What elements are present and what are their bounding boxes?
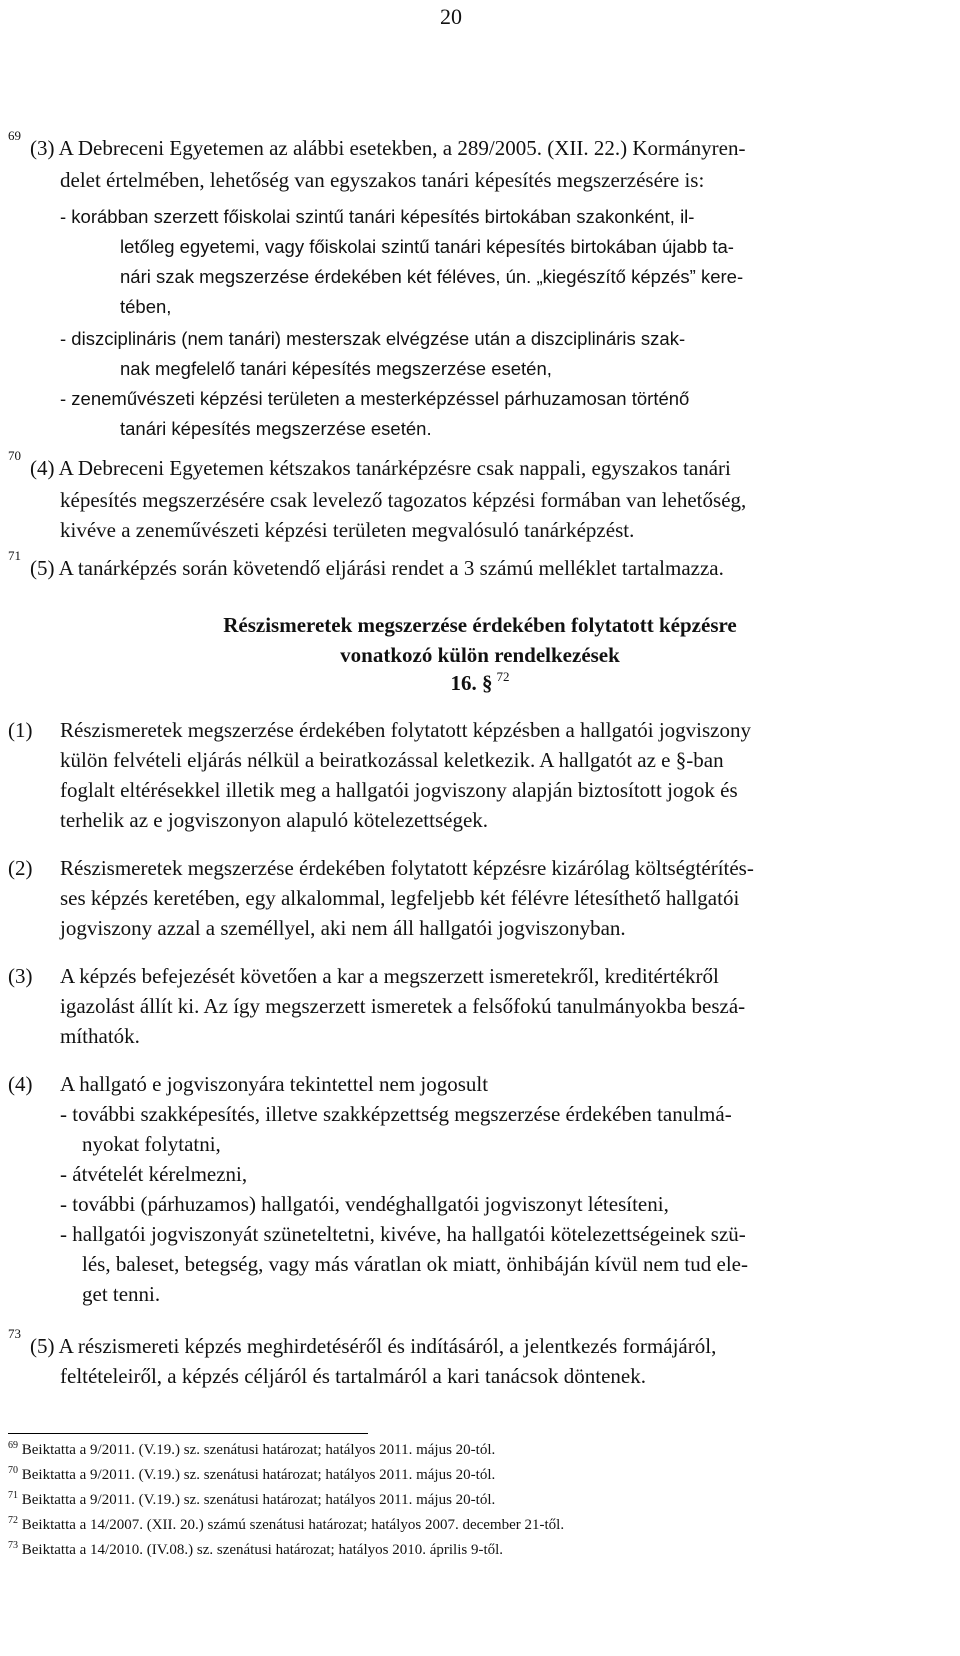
footnote-number: 70: [8, 1465, 18, 1476]
footnote-separator: [8, 1433, 368, 1434]
item-1-line: Részismeretek megszerzése érdekében folytatott képzésben a hallgatói jogviszony: [60, 718, 751, 742]
item-3-number: (3): [8, 964, 33, 988]
footnote-number: 72: [8, 1515, 18, 1526]
item-2-number: (2): [8, 856, 33, 880]
footnote-text: Beiktatta a 9/2011. (V.19.) sz. szenátusi határozat; hatályos 2011. május 20-tól.: [21, 1492, 496, 1508]
footnote-text: Beiktatta a 9/2011. (V.19.) sz. szenátusi határozat; hatályos 2011. május 20-tól.: [21, 1467, 496, 1483]
item-4-line: nyokat folytatni,: [82, 1132, 221, 1156]
section-3-line-1: (3) A Debreceni Egyetemen az alábbi esetekben, a 289/2005. (XII. 22.) Kormányren-: [30, 136, 746, 160]
item-4-line: - átvételét kérelmezni,: [60, 1162, 248, 1186]
footnote-number: 69: [8, 1440, 18, 1451]
footnote: [8, 1542, 503, 1559]
section-3-bullet-line: nári szak megszerzése érdekében két féléves, ún. „kiegészítő képzés” kere-: [120, 266, 744, 287]
item-4-line: - további szakképesítés, illetve szakképzettség megszerzése érdekében tanulmá-: [60, 1102, 732, 1126]
section-3-line-2: delet értelmében, lehetőség van egyszakos tanári képesítés megszerzésére is:: [60, 168, 705, 192]
section-heading-line-2: vonatkozó külön rendelkezések: [340, 643, 620, 667]
section-3-bullet-line: tanári képesítés megszerzése esetén.: [120, 418, 432, 439]
section-5-line: (5) A tanárképzés során követendő eljárási rendet a 3 számú melléklet tartalmazza.: [30, 556, 724, 580]
item-3-line: míthatók.: [60, 1024, 140, 1048]
section-4-line: (4) A Debreceni Egyetemen kétszakos tanárképzésre csak nappali, egyszakos tanári: [30, 456, 731, 480]
footnote-ref-72: 72: [496, 669, 510, 684]
section-3-bullet-line: nak megfelelő tanári képesítés megszerzése esetén,: [120, 358, 552, 379]
section-4-line: kivéve a zeneművészeti képzési területen megvalósuló tanárképzést.: [60, 518, 635, 542]
item-3-line: igazolást állít ki. Az így megszerzett ismeretek a felsőfokú tanulmányokba beszá-: [60, 994, 746, 1018]
page-number: 20: [440, 4, 462, 29]
footnote-number: 73: [8, 1540, 18, 1551]
item-4-line: get tenni.: [82, 1282, 161, 1306]
item-2-line: ses képzés keretében, egy alkalommal, legfeljebb két félévre létesíthető hallgatói: [60, 886, 740, 910]
footnote: [8, 1492, 495, 1509]
item-3-line: A képzés befejezését követően a kar a megszerzett ismeretekről, kreditértékről: [60, 964, 719, 988]
item-4-line: lés, baleset, betegség, vagy más váratlan ok miatt, önhibáján kívül nem tud ele-: [82, 1252, 748, 1276]
section-3-bullet-line: tében,: [120, 296, 172, 317]
section-3-bullet-line: - zeneművészeti képzési területen a mesterképzéssel párhuzamosan történő: [60, 388, 690, 409]
section-4-line: képesítés megszerzésére csak levelező tagozatos képzési formában van lehetőség,: [60, 488, 747, 512]
item-4-line: - hallgatói jogviszonyát szüneteltetni, kivéve, ha hallgatói kötelezettségeinek szü-: [60, 1222, 746, 1246]
section-3-bullet-line: - korábban szerzett főiskolai szintű tanári képesítés birtokában szakonként, il-: [60, 206, 695, 227]
footnote: [8, 1467, 495, 1484]
item-1-line: külön felvételi eljárás nélkül a beiratkozással keletkezik. A hallgatót az e §-ban: [60, 748, 724, 772]
paragraph-number: [0, 671, 960, 696]
item-5-line: (5) A részismereti képzés meghirdetéséről és indításáról, a jelentkezés formájáról,: [30, 1334, 717, 1358]
footnote-text: Beiktatta a 9/2011. (V.19.) sz. szenátusi határozat; hatályos 2011. május 20-tól.: [21, 1442, 496, 1458]
item-1-number: (1): [8, 718, 33, 742]
item-1-line: terhelik az e jogviszonyon alapuló kötelezettségek.: [60, 808, 489, 832]
footnote-ref-70: 70: [8, 448, 21, 463]
footnote-ref-69: 69: [8, 128, 21, 143]
item-2-line: Részismeretek megszerzése érdekében folytatott képzésre kizárólag költségtérítés-: [60, 856, 754, 880]
footnote: [8, 1442, 495, 1459]
footnote-number: 71: [8, 1490, 18, 1501]
footnote-ref-73: 73: [8, 1326, 21, 1341]
section-heading-line-1: Részismeretek megszerzése érdekében folytatott képzésre: [223, 613, 737, 637]
footnote-text: Beiktatta a 14/2010. (IV.08.) sz. szenátusi határozat; hatályos 2010. április 9-től.: [21, 1542, 504, 1558]
paragraph-number-label: 16. §: [450, 671, 493, 695]
item-2-line: jogviszony azzal a személlyel, aki nem áll hallgatói jogviszonyban.: [60, 916, 626, 940]
item-5-line: feltételeiről, a képzés céljáról és tartalmáról a kari tanácsok döntenek.: [60, 1364, 646, 1388]
footnote-ref-71: 71: [8, 548, 21, 563]
item-1-line: foglalt eltérésekkel illetik meg a hallgatói jogviszony alapján biztosított jogok és: [60, 778, 738, 802]
section-3-bullet-line: - diszciplináris (nem tanári) mesterszak elvégzése után a diszciplináris szak-: [60, 328, 686, 349]
item-4-line: - további (párhuzamos) hallgatói, vendéghallgatói jogviszonyt létesíteni,: [60, 1192, 669, 1216]
section-3-bullet-line: letőleg egyetemi, vagy főiskolai szintű tanári képesítés birtokában újabb ta-: [120, 236, 734, 257]
item-4-intro: A hallgató e jogviszonyára tekintettel nem jogosult: [60, 1072, 489, 1096]
item-4-number: (4): [8, 1072, 33, 1096]
footnote-text: Beiktatta a 14/2007. (XII. 20.) számú szenátusi határozat; hatályos 2007. december 21-től.: [21, 1517, 565, 1533]
footnote: [8, 1517, 564, 1534]
